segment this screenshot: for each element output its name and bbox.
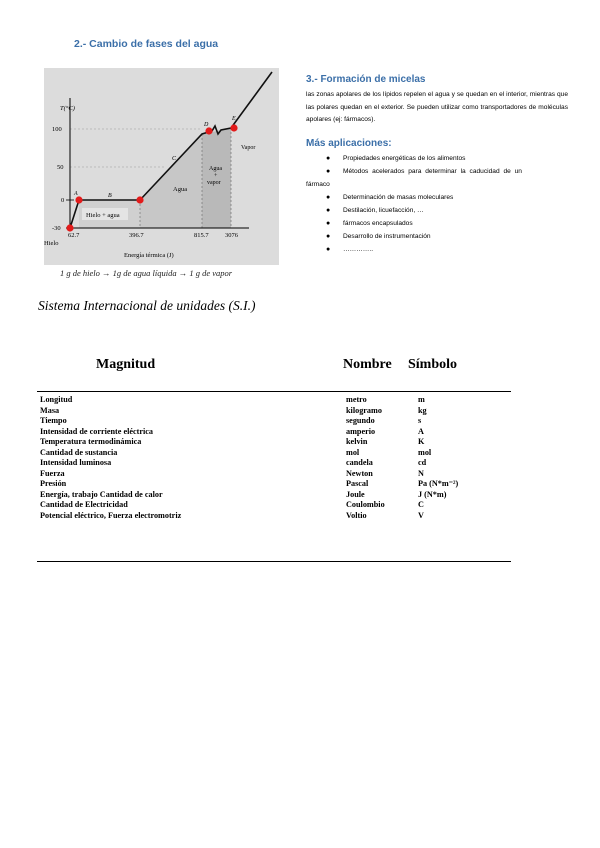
marker-start bbox=[66, 224, 73, 231]
bullet-item bbox=[326, 231, 431, 244]
cell-simbolo: kg bbox=[418, 405, 427, 415]
region-label-water-vapor-2: + bbox=[214, 173, 218, 179]
y-tick-100: 100 bbox=[52, 126, 62, 133]
figure-caption: 1 g de hielo → 1g de agua líquida → 1 g de vapor bbox=[60, 268, 233, 278]
region-label-water-vapor-1: Agua bbox=[209, 166, 222, 172]
cell-simbolo: mol bbox=[418, 447, 432, 457]
cell-magnitud: Longitud bbox=[40, 395, 73, 404]
cell-simbolo: s bbox=[418, 416, 422, 425]
marker-d bbox=[205, 127, 212, 134]
bullet-wrap-text: fármaco bbox=[306, 181, 330, 188]
bullet-item bbox=[326, 153, 465, 166]
header-nombre: Nombre bbox=[343, 357, 392, 372]
cell-nombre: metro bbox=[346, 395, 367, 404]
point-label-e: E bbox=[232, 116, 236, 122]
bullet-text: Métodos acelerados para determinar la caducidad de un bbox=[343, 168, 522, 175]
bullet-item bbox=[326, 205, 424, 218]
cell-nombre: Joule bbox=[346, 489, 365, 499]
header-simbolo: Símbolo bbox=[408, 357, 458, 372]
cell-magnitud: Intensidad luminosa bbox=[40, 458, 112, 467]
bullet-text: Destilación, licuefacción, … bbox=[343, 207, 424, 214]
cell-simbolo: m bbox=[418, 395, 425, 404]
bullet-dot-icon: ● bbox=[326, 168, 331, 175]
point-label-a: A bbox=[74, 191, 78, 197]
table-row bbox=[0, 437, 600, 447]
cell-nombre: segundo bbox=[346, 416, 375, 425]
region-label-vapor: Vapor bbox=[241, 145, 256, 151]
table-row bbox=[0, 490, 600, 500]
cell-nombre: Voltio bbox=[346, 510, 367, 520]
cell-magnitud: Fuerza bbox=[40, 468, 65, 478]
header-magnitud: Magnitud bbox=[96, 357, 156, 372]
table-row bbox=[0, 500, 600, 510]
table-row bbox=[0, 469, 600, 479]
bullet-dot-icon: ● bbox=[326, 207, 331, 214]
y-tick-0: 0 bbox=[61, 197, 65, 204]
x-axis-label: Energía térmica (J) bbox=[124, 252, 174, 259]
table-bottom-rule bbox=[37, 561, 511, 562]
cell-nombre: Pascal bbox=[346, 479, 369, 488]
table-row bbox=[0, 395, 600, 405]
marker-b bbox=[136, 196, 143, 203]
point-label-d: D bbox=[204, 122, 209, 128]
bullet-dot-icon: ● bbox=[326, 220, 331, 227]
cell-nombre: mol bbox=[346, 447, 360, 457]
bullet-item bbox=[326, 218, 413, 231]
section-2-heading: 2.- Cambio de fases del agua bbox=[74, 38, 219, 50]
cell-nombre: amperio bbox=[346, 426, 376, 436]
cell-simbolo: J (N*m) bbox=[418, 489, 447, 499]
table-row bbox=[0, 427, 600, 437]
cell-nombre: Coulombio bbox=[346, 500, 385, 509]
si-table-body bbox=[0, 395, 600, 525]
table-row bbox=[0, 406, 600, 416]
point-label-c: C bbox=[172, 156, 177, 162]
cell-simbolo: Pa (N*m⁻²) bbox=[418, 479, 459, 488]
x-tick-815: 815.7 bbox=[194, 232, 209, 239]
marker-e bbox=[230, 124, 237, 131]
cell-simbolo: C bbox=[418, 500, 424, 509]
y-axis-label: T(°C) bbox=[60, 105, 75, 112]
section-3-heading: 3.- Formación de micelas bbox=[306, 74, 426, 85]
bullet-dot-icon: ● bbox=[326, 246, 331, 253]
table-row bbox=[0, 458, 600, 468]
bullet-dot-icon: ● bbox=[326, 155, 331, 162]
cell-magnitud: Masa bbox=[40, 405, 60, 415]
cell-magnitud: Presión bbox=[40, 479, 67, 488]
cell-simbolo: cd bbox=[418, 458, 427, 467]
bullet-dot-icon: ● bbox=[326, 194, 331, 201]
cell-magnitud: Tiempo bbox=[40, 416, 67, 425]
region-label-water-vapor-3: vapor bbox=[207, 180, 221, 186]
cell-simbolo: A bbox=[418, 426, 424, 436]
y-tick-minus30: -30 bbox=[52, 225, 61, 232]
cell-nombre: candela bbox=[346, 458, 373, 467]
table-row bbox=[0, 416, 600, 426]
table-row bbox=[0, 511, 600, 521]
cell-nombre: kelvin bbox=[346, 437, 368, 446]
bullet-text: Desarrollo de instrumentación bbox=[343, 233, 431, 240]
x-tick-62: 62.7 bbox=[68, 232, 80, 239]
table-row bbox=[0, 448, 600, 458]
cell-simbolo: K bbox=[418, 437, 425, 446]
si-title: Sistema Internacional de unidades (S.I.) bbox=[38, 298, 256, 313]
bullet-item bbox=[326, 244, 373, 257]
point-label-b: B bbox=[108, 193, 112, 199]
marker-a bbox=[75, 196, 82, 203]
bullet-text: Determinación de masas moleculares bbox=[343, 194, 454, 201]
cell-simbolo: V bbox=[418, 510, 424, 520]
cell-magnitud: Intensidad de corriente eléctrica bbox=[40, 426, 154, 436]
region-label-water: Agua bbox=[173, 186, 188, 193]
table-row bbox=[0, 479, 600, 489]
cell-magnitud: Potencial eléctrico, Fuerza electromotriz bbox=[40, 510, 182, 520]
more-applications-heading: Más aplicaciones: bbox=[306, 138, 392, 149]
bullet-text: ………….. bbox=[343, 246, 374, 253]
bullet-text: Propiedades energéticas de los alimentos bbox=[343, 155, 466, 162]
bullet-dot-icon: ● bbox=[326, 233, 331, 240]
x-tick-3076: 3076 bbox=[225, 232, 238, 239]
cell-nombre: Newton bbox=[346, 468, 373, 478]
phase-change-diagram bbox=[44, 68, 279, 265]
cell-nombre: kilogramo bbox=[346, 405, 382, 415]
micelle-paragraph: las zonas apolares de los lípidos repelen el agua y se quedan en el interior, mientras que las polares quedan en el exterior. Se pueden utilizar como transportadores de moléculas apolares (ej: fármacos). bbox=[306, 91, 568, 123]
region-label-ice-water: Hielo + agua bbox=[86, 212, 120, 219]
bullet-text: fármacos encapsulados bbox=[343, 220, 413, 227]
region-label-ice: Hielo bbox=[44, 240, 59, 247]
cell-magnitud: Cantidad de Electricidad bbox=[40, 500, 128, 509]
y-tick-50: 50 bbox=[57, 164, 64, 171]
cell-magnitud: Temperatura termodinámica bbox=[40, 437, 142, 446]
bullet-item bbox=[326, 166, 522, 179]
phase-change-figure bbox=[44, 68, 279, 265]
table-top-rule bbox=[37, 391, 511, 392]
cell-simbolo: N bbox=[418, 468, 424, 478]
bullet-item bbox=[326, 192, 453, 205]
cell-magnitud: Energía, trabajo Cantidad de calor bbox=[40, 489, 163, 499]
cell-magnitud: Cantidad de sustancia bbox=[40, 447, 118, 457]
x-tick-396: 396.7 bbox=[129, 232, 144, 239]
